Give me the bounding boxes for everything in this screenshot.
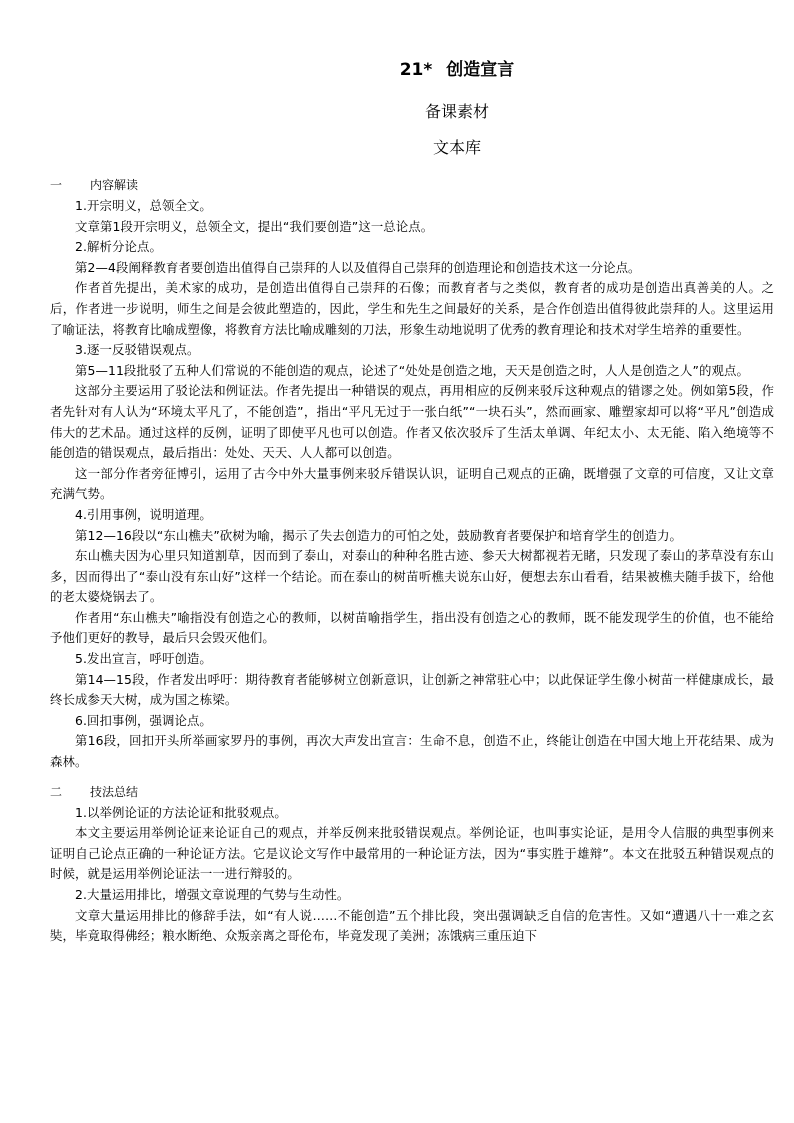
section-title: 技法总结 bbox=[90, 784, 139, 799]
section-heading-content bbox=[50, 174, 774, 196]
document-page bbox=[50, 58, 774, 947]
body-paragraph: 文章第1段开宗明义，总领全文，提出“我们要创造”这一总论点。 bbox=[75, 218, 434, 234]
body-paragraph: 作者首先提出，美术家的成功，是创造出值得自己崇拜的石像；而教育者与之类似，教育者的成功是创造出真善美的人。之后，作者进一步说明，师生之间是会彼此塑造的，因此，学生和先生之间最好的关系，是合作创造出值得彼此崇拜的人。这里运用了喻证法，将教育比喻成塑像，将教育方法比喻成雕刻的刀法，形象生动地说明了优秀的教育理论和技术对学生培养的重要性。 bbox=[50, 280, 774, 337]
section-title: 内容解读 bbox=[90, 178, 139, 192]
subtitle-library: 文本库 bbox=[432, 138, 481, 157]
section-body-content bbox=[50, 196, 774, 773]
body-paragraph: 这一部分作者旁征博引，运用了古今中外大量事例来驳斥错误认识，证明自己观点的正确，既增强了文章的可信度，又让文章充满气势。 bbox=[50, 465, 774, 502]
section-body-techniques bbox=[50, 803, 774, 947]
body-paragraph: 东山樵夫因为心里只知道割草，因而到了泰山，对泰山的种种名胜古迹、参天大树都视若无睹，只发现了泰山的茅草没有东山多，因而得出了“泰山没有东山好”这样一个结论。而在泰山的树苗听樵夫说东山好，便想去东山看看，结果被樵夫随手拔下，给他的老太婆烧锅去了。 bbox=[50, 548, 774, 605]
subheading-paragraph: 2.大量运用排比，增强文章说理的气势与生动性。 bbox=[75, 887, 350, 902]
subheading-paragraph: 1.以举例论证的方法论证和批驳观点。 bbox=[75, 804, 287, 820]
body-paragraph: 第14—15段，作者发出呼吁：期待教育者能够树立创新意识，让创新之神常驻心中；以此保证学生像小树苗一样健康成长，最终长成参天大树，成为国之栋梁。 bbox=[50, 671, 774, 708]
body-paragraph: 第2—4段阐释教育者要创造出值得自己崇拜的人以及值得自己崇拜的创造理论和创造技术这一分论点。 bbox=[75, 259, 641, 275]
section-heading-techniques bbox=[50, 781, 774, 803]
body-paragraph: 第16段，回扣开头所举画家罗丹的事例，再次大声发出宣言：生命不息，创造不止，终能让创造在中国大地上开花结果、成为森林。 bbox=[50, 733, 774, 770]
document-title bbox=[140, 58, 774, 82]
subheading-paragraph: 4.引用事例，说明道理。 bbox=[75, 506, 212, 522]
body-paragraph: 第5—11段批驳了五种人们常说的不能创造的观点，论述了“处处是创造之地，天天是创造之时，人人是创造之人”的观点。 bbox=[75, 362, 750, 378]
body-paragraph: 本文主要运用举例论证来论证自己的观点，并举反例来批驳错误观点。举例论证，也叫事实论证，是用令人信服的典型事例来证明自己论点正确的一种论证方法。它是议论文写作中最常用的一种论证方法，因为“事实胜于雄辩”。本文在批驳五种错误观点的时候，就是运用举例论证法一一进行辩驳的。 bbox=[50, 825, 774, 882]
subheading-paragraph: 2.解析分论点。 bbox=[75, 239, 162, 255]
subheading-paragraph: 1.开宗明义，总领全文。 bbox=[75, 198, 212, 213]
body-paragraph: 这部分主要运用了驳论法和例证法。作者先提出一种错误的观点，再用相应的反例来驳斥这种观点的错谬之处。例如第5段，作者先针对有人认为“环境太平凡了，不能创造”，指出“平凡无过于一张白纸”“一块石头”，然而画家、雕塑家却可以将“平凡”创造成伟大的艺术品。通过这样的反例，证明了即使平凡也可以创造。作者又依次驳斥了生活太单调、年纪太小、太无能、陷入绝境等不能创造的错误观点，最后指出：处处、天天、人人都可以创造。 bbox=[50, 383, 774, 461]
subheading-paragraph: 5.发出宣言，呼吁创造。 bbox=[75, 651, 212, 667]
body-paragraph: 第12—16段以“东山樵夫”砍树为喻，揭示了失去创造力的可怕之处，鼓励教育者要保护和培育学生的创造力。 bbox=[75, 527, 683, 543]
section-number: 二 bbox=[50, 784, 63, 799]
lesson-title: 创造宣言 bbox=[446, 60, 515, 80]
section-number: 一 bbox=[50, 178, 63, 192]
body-paragraph: 文章大量运用排比的修辞手法，如“有人说……不能创造”五个排比段，突出强调缺乏自信的危害性。又如“遭遇八十一难之玄奘，毕竟取得佛经；粮水断绝、众叛亲离之哥伦布，毕竟发现了美洲；冻饿病三重压迫下 bbox=[50, 907, 774, 944]
subheading-paragraph: 3.逐一反驳错误观点。 bbox=[75, 342, 200, 358]
body-paragraph: 作者用“东山樵夫”喻指没有创造之心的教师，以树苗喻指学生，指出没有创造之心的教师，既不能发现学生的价值，也不能给予他们更好的教导，最后只会毁灭他们。 bbox=[50, 609, 774, 646]
subtitle-materials: 备课素材 bbox=[424, 102, 489, 121]
subheading-paragraph: 6.回扣事例，强调论点。 bbox=[75, 712, 212, 728]
lesson-number: 21* bbox=[399, 60, 433, 80]
